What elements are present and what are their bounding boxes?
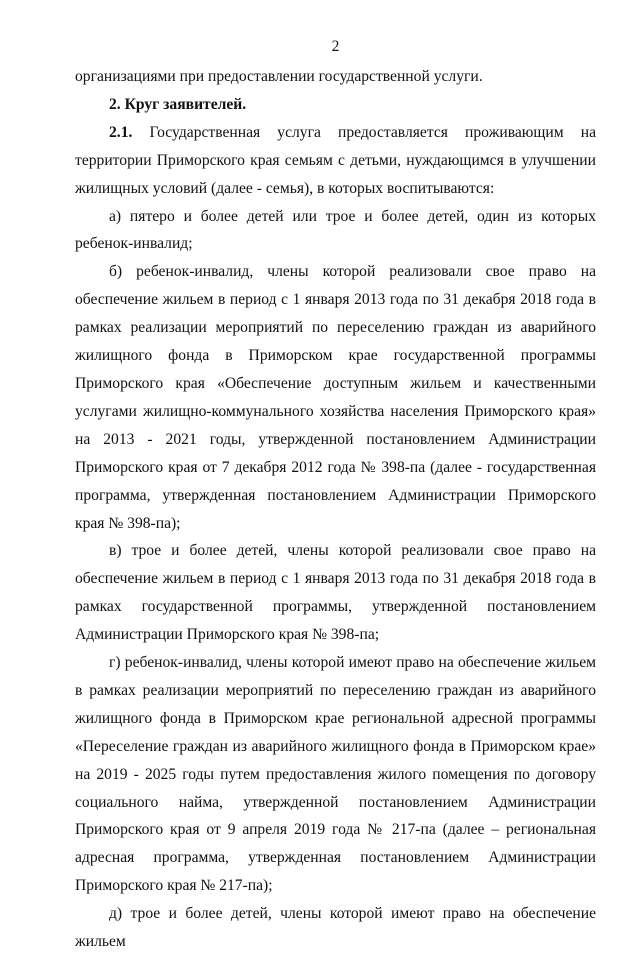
paragraph-continuation: организациями при предоставлении государственной услуги.	[75, 68, 483, 85]
section-heading-applicants: 2. Круг заявителей.	[109, 95, 247, 113]
list-item-b: б) ребенок-инвалид, члены которой реализовали свое право на обеспечение жильем в период с 1 января 2013 года по 31 декабря 2018 года в рамках реализации мероприятий по переселению граждан из аварийного жилищного фонда в Приморском крае государственной программы Приморского края «Обеспечение доступным жильем и качественными услугами жилищно-коммунального хозяйства населения Приморского края» на 2013 - 2021 годы, утвержденной постановлением Администрации Приморского края от 7 декабря 2012 года № 398-па (далее - государственная программа, утвержденная постановлением Администрации Приморского края № 398-па);	[75, 263, 596, 532]
paragraph-2-1	[75, 119, 596, 203]
paragraph-2-1-number: 2.1.	[109, 123, 133, 141]
list-item-a: а) пятеро и более детей или трое и более детей, один из которых ребенок-инвалид;	[75, 207, 596, 253]
paragraph-2-1-text: Государственная услуга предоставляется проживающим на территории Приморского края семьям с детьми, нуждающимся в улучшении жилищных условий (далее - семья), в которых воспитываются:	[75, 123, 596, 197]
page-number: 2	[331, 38, 340, 55]
list-item-d: д) трое и более детей, члены которой имеют право на обеспечение жильем	[75, 905, 596, 951]
document-body	[75, 63, 596, 956]
list-item-v: в) трое и более детей, члены которой реализовали свое право на обеспечение жильем в период с 1 января 2013 года по 31 декабря 2018 года в рамках государственной программы, утвержденной постановлением Администрации Приморского края № 398-па;	[75, 542, 596, 644]
list-item-g: г) ребенок-инвалид, члены которой имеют право на обеспечение жильем в рамках реализации мероприятий по переселению граждан из аварийного жилищного фонда в Приморском крае региональной адресной программы «Переселение граждан из аварийного жилищного фонда в Приморском крае» на 2019 - 2025 годы путем предоставления жилого помещения по договору социального найма, утвержденной постановлением Администрации Приморского края от 9 апреля 2019 года № 217-па (далее – региональная адресная программа, утвержденная постановлением Администрации Приморского края № 217-па);	[75, 654, 596, 895]
